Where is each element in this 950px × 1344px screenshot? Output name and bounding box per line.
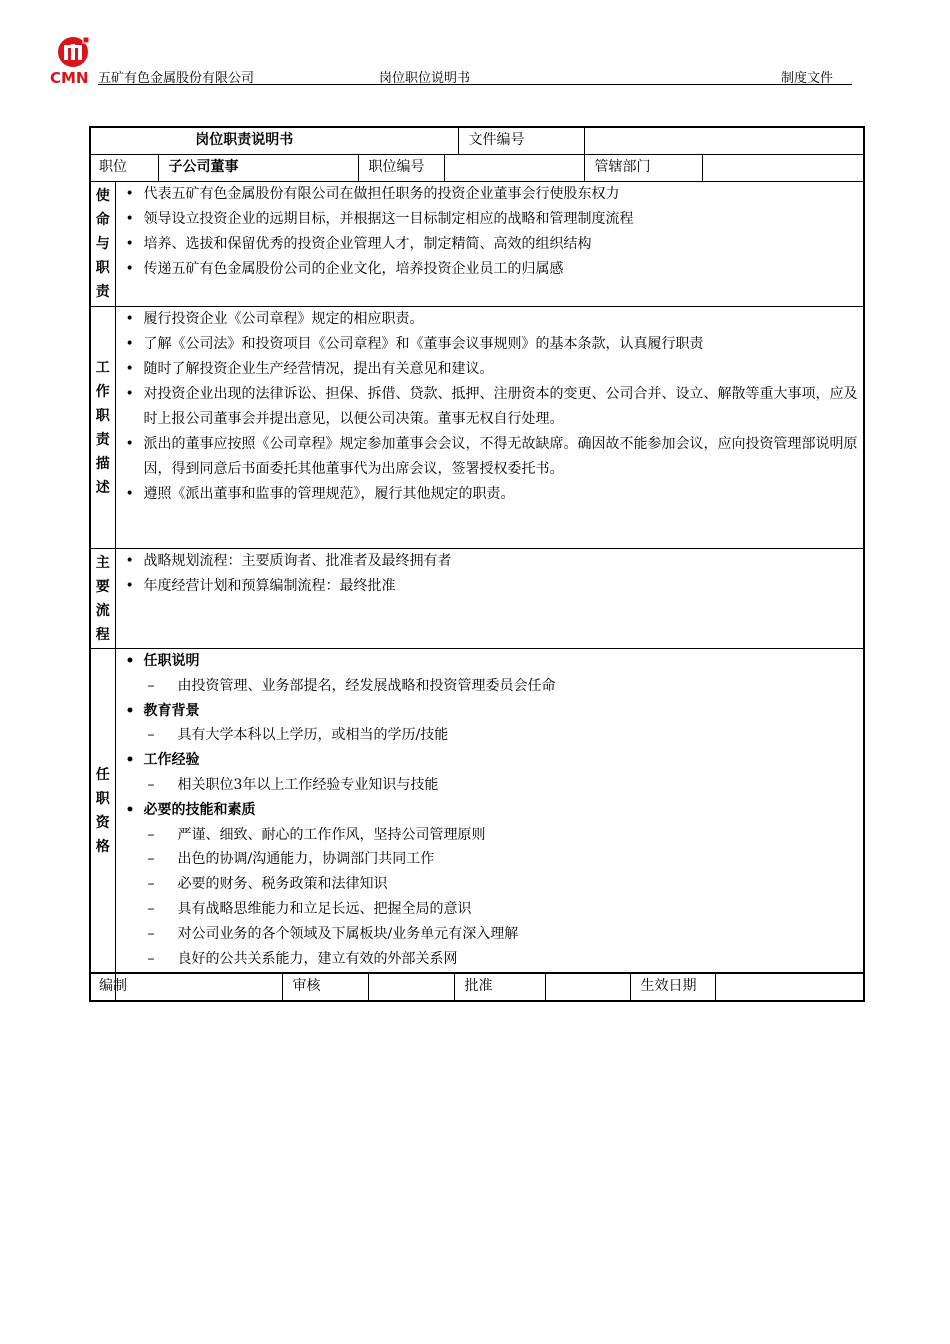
page-header bbox=[50, 34, 852, 86]
list-item: – 良好的公共关系能力，建立有效的外部关系网 bbox=[120, 947, 860, 972]
list-item: – 出色的协调/沟通能力，协调部门共同工作 bbox=[120, 847, 860, 872]
approved-value bbox=[545, 974, 630, 1002]
header-rule bbox=[98, 84, 852, 85]
list-item: – 相关职位3年以上工作经验专业知识与技能 bbox=[120, 773, 860, 798]
duties-label: 工 作 职 责 描 述 bbox=[90, 307, 115, 549]
qualifications-label: 任 职 资 格 bbox=[90, 649, 115, 974]
approved-label: 批准 bbox=[454, 974, 545, 1002]
list-item: – 具有大学本科以上学历，或相当的学历/技能 bbox=[120, 723, 860, 748]
qualifications-content bbox=[115, 649, 864, 974]
file-no-value bbox=[584, 127, 864, 155]
document-type: 制度文件 bbox=[781, 71, 834, 86]
position-row bbox=[90, 155, 864, 182]
position-no-value bbox=[444, 155, 584, 182]
list-item: – 对公司业务的各个领域及下属板块/业务单元有深入理解 bbox=[120, 922, 860, 947]
qualifications-row bbox=[90, 649, 864, 974]
processes-content bbox=[115, 549, 864, 649]
section-title: • 任职说明 bbox=[120, 649, 860, 674]
list-item: • 随时了解投资企业生产经营情况，提出有关意见和建议。 bbox=[120, 357, 860, 382]
list-item: – 必要的财务、税务政策和法律知识 bbox=[120, 872, 860, 897]
list-item: – 由投资管理、业务部提名，经发展战略和投资管理委员会任命 bbox=[120, 674, 860, 699]
section-title: • 教育背景 bbox=[120, 699, 860, 724]
list-item: – 具有战略思维能力和立足长远、把握全局的意识 bbox=[120, 897, 860, 922]
dept-value bbox=[702, 155, 864, 182]
list-item: • 对投资企业出现的法律诉讼、担保、拆借、贷款、抵押、注册资本的变更、公司合并、设立、解散等重大事项，应及时上报公司董事会并提出意见，以便公司决策。董事无权自行处理。 bbox=[120, 382, 860, 432]
processes-label: 主 要 流 程 bbox=[90, 549, 115, 649]
mission-label: 使 命 与 职 责 bbox=[90, 182, 115, 307]
duties-content bbox=[115, 307, 864, 549]
cmn-logo bbox=[50, 34, 100, 86]
mission-content bbox=[115, 182, 864, 307]
title-row bbox=[90, 127, 864, 155]
job-description-table bbox=[89, 126, 865, 974]
list-item: • 培养、选拔和保留优秀的投资企业管理人才，制定精简、高效的组织结构 bbox=[120, 232, 860, 257]
processes-row bbox=[90, 549, 864, 649]
position-no-label: 职位编号 bbox=[358, 155, 444, 182]
list-item: • 派出的董事应按照《公司章程》规定参加董事会会议，不得无故缺席。确因故不能参加会议，应向投资管理部说明原因，得到同意后书面委托其他董事代为出席会议，签署授权委托书。 bbox=[120, 432, 860, 482]
list-item: • 代表五矿有色金属股份有限公司在做担任职务的投资企业董事会行使股东权力 bbox=[120, 182, 860, 207]
position-value: 子公司董事 bbox=[158, 155, 358, 182]
file-no-label: 文件编号 bbox=[458, 127, 584, 155]
list-item: • 履行投资企业《公司章程》规定的相应职责。 bbox=[120, 307, 860, 332]
list-item: • 传递五矿有色金属股份公司的企业文化，培养投资企业员工的归属感 bbox=[120, 257, 860, 282]
dept-label: 管辖部门 bbox=[584, 155, 702, 182]
list-item: • 领导设立投资企业的远期目标，并根据这一目标制定相应的战略和管理制度流程 bbox=[120, 207, 860, 232]
duties-row bbox=[90, 307, 864, 549]
list-item: • 遵照《派出董事和监事的管理规范》，履行其他规定的职责。 bbox=[120, 482, 860, 507]
list-item: • 了解《公司法》和投资项目《公司章程》和《董事会议事规则》的基本条款，认真履行职责 bbox=[120, 332, 860, 357]
mission-row bbox=[90, 182, 864, 307]
table-title: 岗位职责说明书 bbox=[90, 127, 458, 155]
document-title: 岗位职位说明书 bbox=[379, 71, 471, 86]
effective-date-value bbox=[715, 974, 864, 1002]
signoff-row bbox=[90, 974, 864, 1002]
logo-text: CMN bbox=[50, 69, 89, 86]
reviewed-label: 审核 bbox=[282, 974, 368, 1002]
prepared-label: 编制 bbox=[90, 974, 115, 1002]
company-name: 五矿有色金属股份有限公司 bbox=[98, 71, 255, 86]
section-title: • 工作经验 bbox=[120, 748, 860, 773]
list-item: • 年度经营计划和预算编制流程：最终批准 bbox=[120, 574, 860, 599]
signoff-table bbox=[89, 973, 865, 1002]
list-item: • 战略规划流程：主要质询者、批准者及最终拥有者 bbox=[120, 549, 860, 574]
position-label: 职位 bbox=[90, 155, 158, 182]
prepared-value bbox=[115, 974, 282, 1002]
reviewed-value bbox=[368, 974, 454, 1002]
section-title: • 必要的技能和素质 bbox=[120, 798, 860, 823]
effective-date-label: 生效日期 bbox=[630, 974, 715, 1002]
list-item: – 严谨、细致、耐心的工作作风，坚持公司管理原则 bbox=[120, 823, 860, 848]
